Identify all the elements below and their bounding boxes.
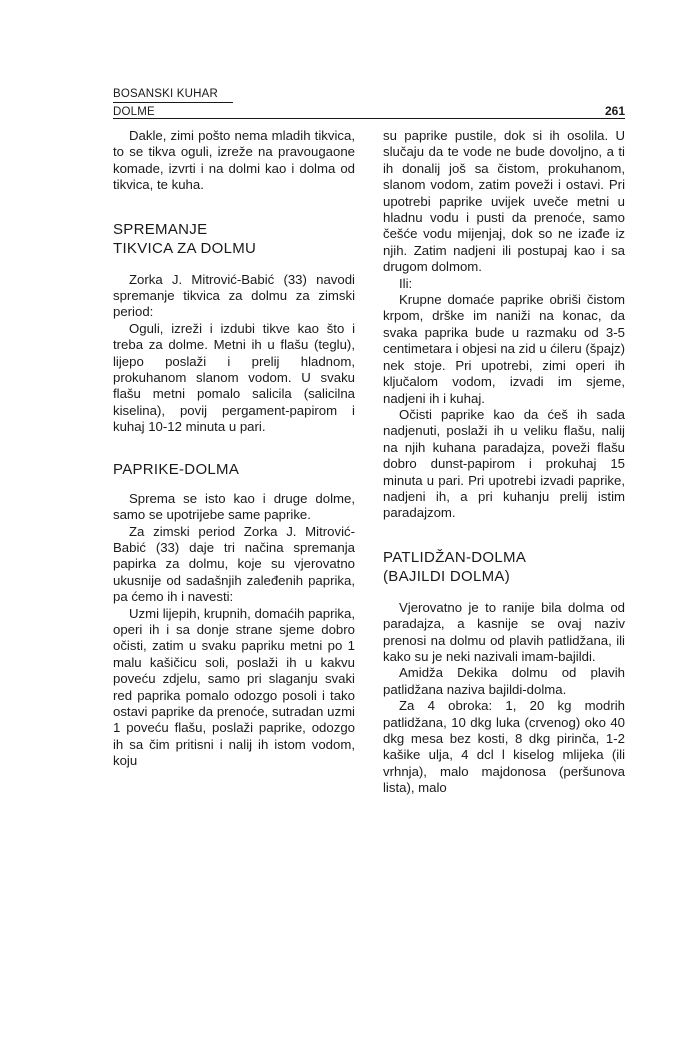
body-columns — [113, 128, 625, 797]
paragraph: Sprema se isto kao i druge dolme, samo se upotrijebe same paprike. — [113, 490, 355, 523]
paragraph: Za zimski period Zorka J. Mitrović-Babić (33) daje tri načina spremanja papirka za dolmu, koje su vjerovatno ukusnije od sadašnjih zaleđenih paprika, pa ćemo ih i navesti: — [113, 523, 355, 605]
heading-spremanje-tikvica — [113, 220, 355, 258]
heading-patlidzan-dolma — [383, 548, 625, 586]
header-long-rule — [113, 118, 625, 119]
section-title: DOLME — [113, 106, 155, 118]
page-number: 261 — [604, 104, 625, 118]
paragraph: Ili: — [399, 275, 413, 291]
book-title: BOSANSKI KUHAR — [113, 88, 219, 100]
heading-line: (BAJILDI DOLMA) — [383, 567, 511, 585]
paragraph: Amidža Dekika dolmu od plavih patlidžana naziva bajildi-dolma. — [383, 665, 625, 697]
page-header — [113, 88, 625, 119]
heading-line: PATLIDŽAN-DOLMA — [383, 548, 527, 566]
heading-line: TIKVICA ZA DOLMU — [113, 239, 257, 257]
heading-paprike-dolma — [113, 460, 355, 479]
paragraph: Dakle, zimi pošto nema mladih tikvica, to se tikva oguli, izreže na pravougaone komade, izvrti i na dolmi kao i dolma od tikvica, te kuha. — [113, 128, 355, 193]
header-short-rule — [113, 102, 233, 103]
right-column — [383, 128, 625, 797]
paragraph: Očisti paprike kao da ćeš ih sada nadjenuti, poslaži ih u veliku flašu, nalij na njih kuhana paradajza, poveži flašu dobro dunst-papirom i prokuhaj 15 minuta u pari. Pri upotrebi izvadi paprike, nadjeni ih, a pri kuhanju prelij istim paradajzom. — [383, 406, 625, 521]
paragraph: Vjerovatno je to ranije bila dolma od paradajza, a kasnije se ovaj naziv prenosi na dolmu od plavih patlidžana, ili kako su je neki nazivali imam-bajildi. — [383, 599, 625, 664]
left-column — [113, 128, 355, 797]
header-section-row — [113, 104, 625, 118]
paragraph: Uzmi lijepih, krupnih, domaćih paprika, operi ih i sa donje strane sjeme dobro očisti, zatim u svaku papriku metni po 1 malu kašičicu soli, poslaži ih u kakvu poveću zdjelu, samo pri slaganju svaki red paprika pomalo odozgo posoli i tako ostavi paprike da prenoće, sutradan uzmi 1 poveću flašu, poslaži paprike, odozgo ih sa čim pritisni i nalij ih istom vodom, koju — [113, 605, 355, 769]
heading-line: SPREMANJE — [113, 220, 208, 238]
paragraph: su paprike pustile, dok si ih osolila. U slučaju da te vode ne bude dovoljno, a ti ih donalij još sa čistom, prokuhanom, slanom vodom, zatim poveži i ostavi. Pri upotrebi paprike uvijek uveče metni u hladnu vodu i pusti da prenoće, samo češće vodu mijenjaj, dok so ne izađe iz njih. Zatim nadjeni ili postupaj kao i sa drugom dolmom. — [383, 128, 625, 275]
paragraph: Krupne domaće paprike obriši čistom krpom, drške im naniži na konac, da svaka paprika bude u razmaku od 3-5 centimetara i objesi na zid u ćileru (špajz) nek stoje. Pri upotrebi, zimi operi ih ključalom vodom, izvadi im sjeme, nadjeni ih i kuhaj. — [383, 292, 625, 406]
paragraph: Za 4 obroka: 1, 20 kg modrih patlidžana, 10 dkg luka (crvenog) oko 40 dkg mesa bez kosti, 8 dkg pirinča, 1-2 kašike ulja, 4 dcl l kiselog mlijeka (ili vrhnja), malo majdonosa (peršunova lista), malo — [383, 698, 625, 796]
paragraph: Oguli, izreži i izdubi tikve kao što i treba za dolme. Metni ih u flašu (teglu), lijepo poslaži i prelij hladnom, prokuhanom slanom vodom. U svaku flašu metni pomalo salicila (salicilna kiselina), povij pergament-papirom i kuhaj 10-12 minuta u pari. — [113, 320, 355, 435]
heading-line: PAPRIKE-DOLMA — [113, 460, 240, 478]
paragraph: Zorka J. Mitrović-Babić (33) navodi spremanje tikvica za dolmu za zimski period: — [113, 271, 355, 320]
